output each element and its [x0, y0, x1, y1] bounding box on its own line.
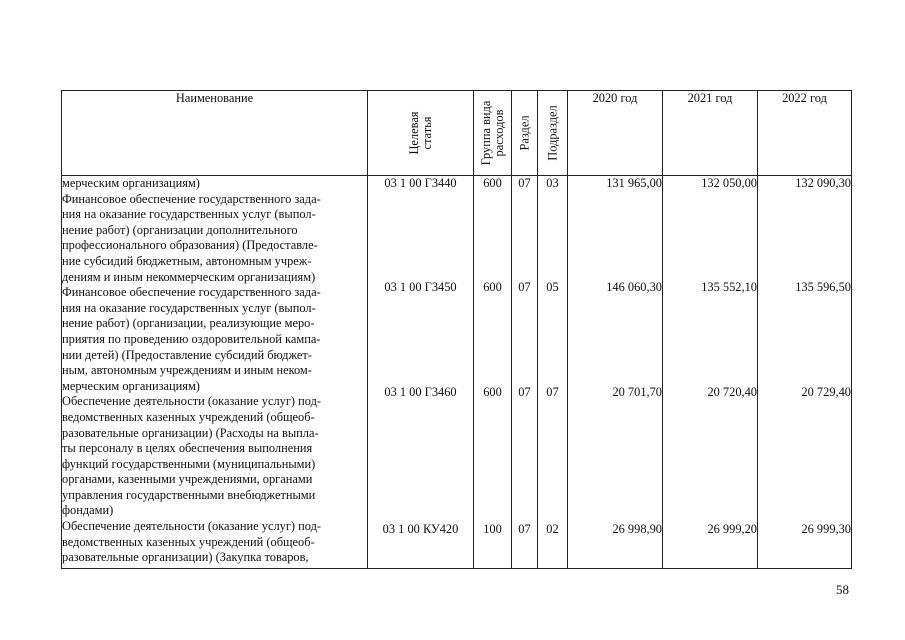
- header-target: [368, 91, 474, 176]
- name-line: ния на оказание государственных услуг (выпол-: [62, 207, 316, 222]
- target-cell: 03 1 00 Г3440: [384, 176, 457, 190]
- group-column: [474, 176, 512, 569]
- y2022-cell: 20 729,40: [801, 385, 851, 399]
- name-line: нение работ) (организации дополнительного: [62, 222, 298, 237]
- table-header: [62, 91, 852, 176]
- page-number: 58: [836, 582, 849, 597]
- budget-table: [61, 90, 852, 569]
- name-line: ведомственных казенных учреждений (общеоб-: [62, 534, 315, 549]
- subsection-cell: 02: [546, 522, 559, 536]
- group-cell: 600: [483, 176, 502, 190]
- section-cell: 07: [518, 176, 531, 190]
- target-column: [368, 176, 474, 569]
- y2020-cell: 146 060,30: [606, 280, 662, 294]
- name-line: функций государственными (муниципальными): [62, 456, 316, 471]
- header-section-label: Раздел: [517, 115, 531, 151]
- y2020-cell: 131 965,00: [606, 176, 662, 190]
- target-cell: 03 1 00 Г3450: [384, 280, 457, 294]
- subsection-cell: 07: [546, 385, 559, 399]
- subsection-cell: 05: [546, 280, 559, 294]
- header-2021: 2021 год: [663, 91, 758, 176]
- name-line: органами, казенными учреждениями, органами: [62, 472, 313, 487]
- header-section: [512, 91, 538, 176]
- name-line: мерческим организациям): [62, 176, 200, 190]
- name-line: нии детей) (Предоставление субсидий бюджет-: [62, 347, 312, 362]
- name-line: разовательные организации) (Расходы на выпла-: [62, 425, 319, 440]
- name-line: ние субсидий бюджетным, автономным учреж-: [62, 253, 312, 268]
- subsection-cell: 03: [546, 176, 559, 190]
- header-2022: 2022 год: [758, 91, 852, 176]
- name-line: ным, автономным учреждениям и иным неком-: [62, 363, 312, 378]
- y2022-cell: 135 596,50: [795, 280, 851, 294]
- group-cell: 100: [483, 522, 502, 536]
- section-cell: 07: [518, 385, 531, 399]
- name-line: профессионального образования) (Предоставле-: [62, 238, 318, 253]
- y2022-cell: 132 090,30: [795, 176, 851, 190]
- name-line: управления государственными внебюджетными: [62, 487, 316, 502]
- header-name: Наименование: [62, 91, 368, 176]
- header-2020: 2020 год: [568, 91, 663, 176]
- name-line: дениям и иным некоммерческим организациям): [62, 269, 316, 284]
- subsection-column: [538, 176, 568, 569]
- header-group: [474, 91, 512, 176]
- header-group-label: Группа вида расходов: [478, 100, 506, 166]
- group-cell: 600: [483, 280, 502, 294]
- section-cell: 07: [518, 280, 531, 294]
- name-line: нение работ) (организации, реализующие меро-: [62, 316, 315, 331]
- y2020-cell: 26 998,90: [612, 522, 662, 536]
- name-line: Обеспечение деятельности (оказание услуг) под-: [62, 519, 322, 534]
- name-line: Финансовое обеспечение государственного зада-: [62, 191, 321, 206]
- group-cell: 600: [483, 385, 502, 399]
- header-subsection: [538, 91, 568, 176]
- header-target-label: Целевая статья: [406, 111, 434, 155]
- y2021-cell: 135 552,10: [701, 280, 757, 294]
- y2021-cell: 20 720,40: [707, 385, 757, 399]
- y2021-column: [663, 176, 758, 569]
- name-line: разовательные организации) (Закупка товаров,: [62, 550, 309, 565]
- table-body-row: [62, 176, 852, 569]
- target-cell: 03 1 00 КУ420: [382, 522, 459, 536]
- y2020-cell: 20 701,70: [612, 385, 662, 399]
- name-line: Обеспечение деятельности (оказание услуг) под-: [62, 394, 322, 409]
- header-subsection-label: Подраздел: [545, 105, 559, 161]
- name-line: мерческим организациям): [62, 378, 200, 393]
- y2021-cell: 132 050,00: [701, 176, 757, 190]
- target-cell: 03 1 00 Г3460: [384, 385, 457, 399]
- y2021-cell: 26 999,20: [707, 522, 757, 536]
- y2022-cell: 26 999,30: [801, 522, 851, 536]
- name-line: ты персоналу в целях обеспечения выполнения: [62, 441, 313, 456]
- name-line: ния на оказание государственных услуг (выпол-: [62, 300, 316, 315]
- section-cell: 07: [518, 522, 531, 536]
- name-line: ведомственных казенных учреждений (общеоб-: [62, 409, 315, 424]
- name-column: [62, 176, 368, 569]
- name-line: Финансовое обеспечение государственного зада-: [62, 285, 321, 300]
- name-line: приятия по проведению оздоровительной кампа-: [62, 331, 321, 346]
- section-column: [512, 176, 538, 569]
- y2020-column: [568, 176, 663, 569]
- name-line: фондами): [62, 503, 114, 518]
- y2022-column: [758, 176, 852, 569]
